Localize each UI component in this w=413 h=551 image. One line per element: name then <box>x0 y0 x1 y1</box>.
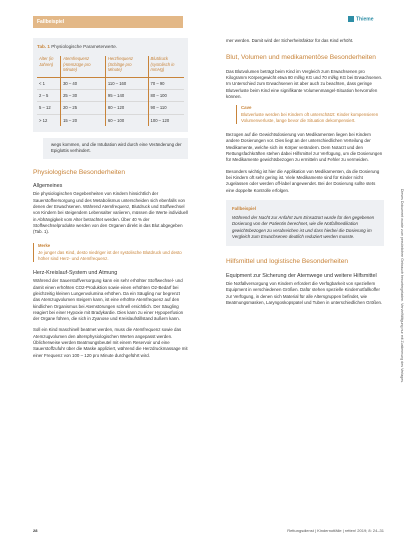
page-number: 28 <box>33 528 38 533</box>
table-header: Herzfrequenz (Schläge pro Minute) <box>105 56 148 77</box>
logo-text: Thieme <box>356 16 374 23</box>
table-row <box>37 114 184 126</box>
footer-source: Rettungsdienst | Kindernotfälle | retten! 2019; 8: 24–31 <box>287 528 384 533</box>
table-cell: 25 – 30 <box>61 89 106 101</box>
table-cell: 15 – 20 <box>61 114 106 126</box>
cave-label: Cave <box>241 105 252 111</box>
merke-box <box>33 243 188 262</box>
section-tag: Fallbeispiel <box>33 16 183 28</box>
table-row <box>37 102 184 114</box>
table-cell: 70 – 90 <box>148 77 184 89</box>
table-cell: 80 – 120 <box>105 102 148 114</box>
table-header: Alter (in Jahren) <box>37 56 61 77</box>
left-column <box>33 38 188 364</box>
table-cell: 80 – 100 <box>148 89 184 101</box>
publisher-logo <box>348 16 374 22</box>
logo-icon <box>348 16 354 22</box>
paragraph-general: Die physiologischen Gegebenheiten von Kindern hinsichtlich der Sauerstoffversorgung und des Metabolismus unterscheiden sich ebenfalls von denen der Erwachsenen. Während Atemfrequenz, Blutdruck und Stoffwechsel von Kindern bei steigendem Lebensalter variieren, müssen die Werte individuell in Abhängigkeit vom Alter betrachtet werden. Über 40 % der Stoffwechselprodukte werden von den Organen direkt in das Blut abgegeben (Tab. 1). <box>33 191 188 235</box>
table-cell: 60 – 100 <box>105 114 148 126</box>
paragraph-cardio-2: Soll ein Kind maschinell beatmet werden, muss die Atemfrequenz sowie das Atemzugvolumen den altersphysiologischen Werten angepasst werden. Üblicherweise werden Beatmungsbeutel mit einem Reservoir und eine Sauerstoffzufuhr über die Maske appliziert, während die Herzdruckmassage mit einer Frequenz von 100 – 120 pro Minute durchgeführt wird. <box>33 327 188 358</box>
table-cell: 20 – 25 <box>61 102 106 114</box>
subheading-cardio: Herz-Kreislauf-System und Atmung <box>33 270 118 277</box>
table-label: Tab. 1 <box>37 44 50 49</box>
parameter-table <box>37 56 184 126</box>
table-cell: 100 – 120 <box>148 114 184 126</box>
heading-tools: Hilfsmittel und logistische Besonderheiten <box>226 258 349 266</box>
paragraph-intro: mer werden. Damit wird der Sicherheitsfaktor für das Kind erhöht. <box>226 38 354 43</box>
merke-text: Je junger das Kind, desto niedriger ist der systolische Blutdruck und desto höher sind Herz- und Atemfrequenz. <box>38 249 182 261</box>
table-title: Physiologische Parameterwerte. <box>51 44 118 49</box>
table-row <box>37 77 184 89</box>
paragraph-cardio: Während der Sauerstoffversorgung kann ein sehr erhöhter Stoffwechsel- und damit einen erhöhten CO2-Produktion sowie einen erhöhten O2-Bedarf bei gleichzeitig kleinen Lungenvolumina erhöhen. Da ein Säugling nur begrenzt das Atemzugvolumen steigern kann, ist eine erhöhte Atemfrequenz auf den kindlichen Organismus bei Atemstörungen schnell ersichtlich. Der Säugling reagiert bei einer Hypoxie mit Bradykardie. Dies kann zu einer Hypoperfusion der Organe führen, die sich in Zyanose und Kreislaufstillstand äußern kann. <box>33 278 184 322</box>
subheading-general: Allgemeines <box>33 183 63 190</box>
table-cell: 5 – 12 <box>37 102 61 114</box>
table-cell: 95 – 140 <box>105 89 148 101</box>
table-caption <box>37 44 184 50</box>
page-footer <box>33 528 384 536</box>
cave-text: Blutverluste werden bei Kindern oft unterschätzt: Kinder kompensieren Volumenverluste, lange bevor die Situation dekompensiert. <box>241 111 379 123</box>
table-cell: 2 – 5 <box>37 89 61 101</box>
heading-physiology: Physiologische Besonderheiten <box>33 168 126 176</box>
paragraph-equipment: Die Notfallversorgung von Kindern erfordert die Verfügbarkeit von speziellem Equipment in verschiedenen Größen. Dafür stehen spezielle Kindernotfallkoffer zur Verfügung, in denen sich Material für alle Altersgruppen befindet, wie Beatmungsmasken, Laryngoskopspatel und Tuben in unterschiedlichen Größen. <box>226 281 383 306</box>
table-header: Atemfrequenz (Atemzüge pro Minute) <box>61 56 106 77</box>
right-column <box>226 38 384 311</box>
merke-label: Merke <box>38 243 51 249</box>
table-cell: < 1 <box>39 80 45 86</box>
paragraph-blood-2: Bezogen auf die Gewichtsdosierung von Medikamenten liegen bei Kindern andere Dosierungen vor. Dies liegt an der unterschiedlichen Verteilung der Medikamente, welche sich im Körper verändern. Dem Notarzt und den Rettungsfachkräften stehen dabei Hilfsmittel zur Verfügung, um die Dosierungen für Medikamente gewichtsbezogen zu ermitteln und Fehler zu vermeiden. <box>226 132 383 163</box>
table-row <box>37 89 184 101</box>
table-cell: 90 – 110 <box>148 102 184 114</box>
case-example-text: Während der Nacht zur Anfahrt zum Einsatzort wurde für den gegebenen Dosierung von der Patientin berechnet, wie die Notfallmedikation gewichtsbezogen zu verabreichen ist und dass hierbei die Dosierung im Vergleich zum Erwachsenen deutlich reduziert werden musste. <box>232 215 375 240</box>
cave-box <box>236 105 384 124</box>
case-example-box <box>226 200 384 246</box>
parameter-table-box <box>33 38 188 132</box>
subheading-equipment: Equipment zur Sicherung der Atemwege und weitere Hilfsmittel <box>226 272 377 279</box>
table-cell: 30 – 40 <box>61 77 106 89</box>
table-cell: > 12 <box>37 114 61 126</box>
page-header <box>0 0 413 28</box>
side-copyright-text: Dieses Dokument wurde zum persönlichen Gebrauch heruntergeladen. Vervielfältigung nur mit Zustimmung des Verlages. <box>400 188 404 384</box>
heading-blood: Blut, Volumen und medikamentöse Besonderheiten <box>226 54 376 62</box>
side-copyright-notice <box>390 60 406 520</box>
table-header: Blutdruck (systolisch in mmHg) <box>148 56 184 77</box>
paragraph-blood-3: Besonders wichtig ist hier die Applikation von Medikamenten, da die Dosierung bei Kindern oft sehr gering ist. Viele Medikamente sind für Kinder nicht zugelassen oder werden off-label angewendet. Bei der Dosierung sollte stets eine doppelte Kontrolle erfolgen. <box>226 168 380 193</box>
paragraph-blood: Das Blutvolumen beträgt beim Kind im Vergleich zum Erwachsenen pro Kilogramm Körpergewicht etwa 80 ml/kg KG und 70 ml/kg KG bei Erwachsenen. Im Unterschied zum Erwachsenen ist aber auch zu beachten, dass geringe Blutverluste beim Kind eine signifikante Volumenmangel-Situation hervorrufen können. <box>226 68 383 99</box>
continued-note: wegs kommen, und die Intubation wird durch eine Veränderung der Epiglottis verhindert. <box>43 138 188 158</box>
case-example-label: Fallbeispiel <box>232 205 256 211</box>
table-cell: 110 – 160 <box>105 77 148 89</box>
